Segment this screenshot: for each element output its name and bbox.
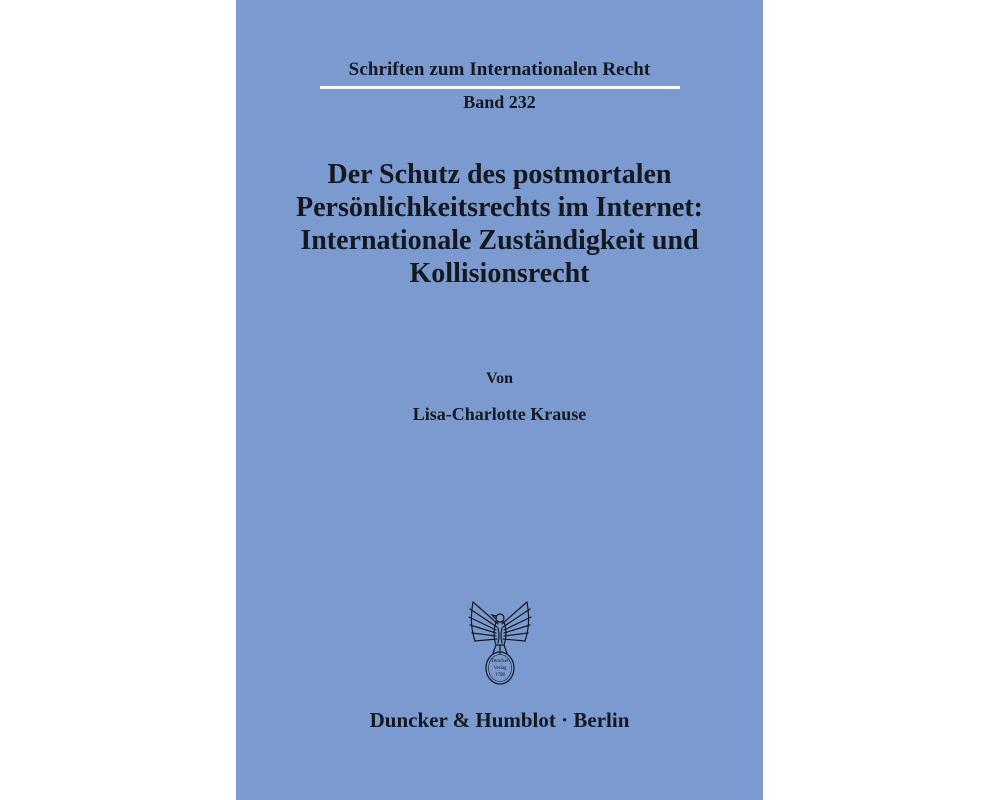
volume-number: Band 232: [463, 92, 536, 112]
publisher-imprint: Duncker & Humblot · Berlin: [369, 708, 630, 732]
series-title: Schriften zum Internationalen Recht: [348, 59, 651, 80]
by-label: Von: [486, 370, 513, 387]
logo-text-line: Duncker: [491, 659, 509, 664]
author-name: Lisa-Charlotte Krause: [412, 404, 587, 424]
logo-text-line: 1798: [495, 673, 505, 678]
title-line: Der Schutz des postmortalen: [327, 159, 672, 190]
title-line: Kollisionsrecht: [409, 258, 590, 289]
title-line: Internationale Zuständigkeit und: [300, 225, 699, 256]
book-title: [266, 158, 733, 290]
logo-text-line: Verlag: [493, 666, 507, 671]
eagle-emblem-icon: [467, 598, 533, 688]
book-cover: [236, 0, 763, 800]
series-divider: [320, 86, 680, 89]
title-line: Persönlichkeitsrechts im Internet:: [296, 192, 703, 223]
